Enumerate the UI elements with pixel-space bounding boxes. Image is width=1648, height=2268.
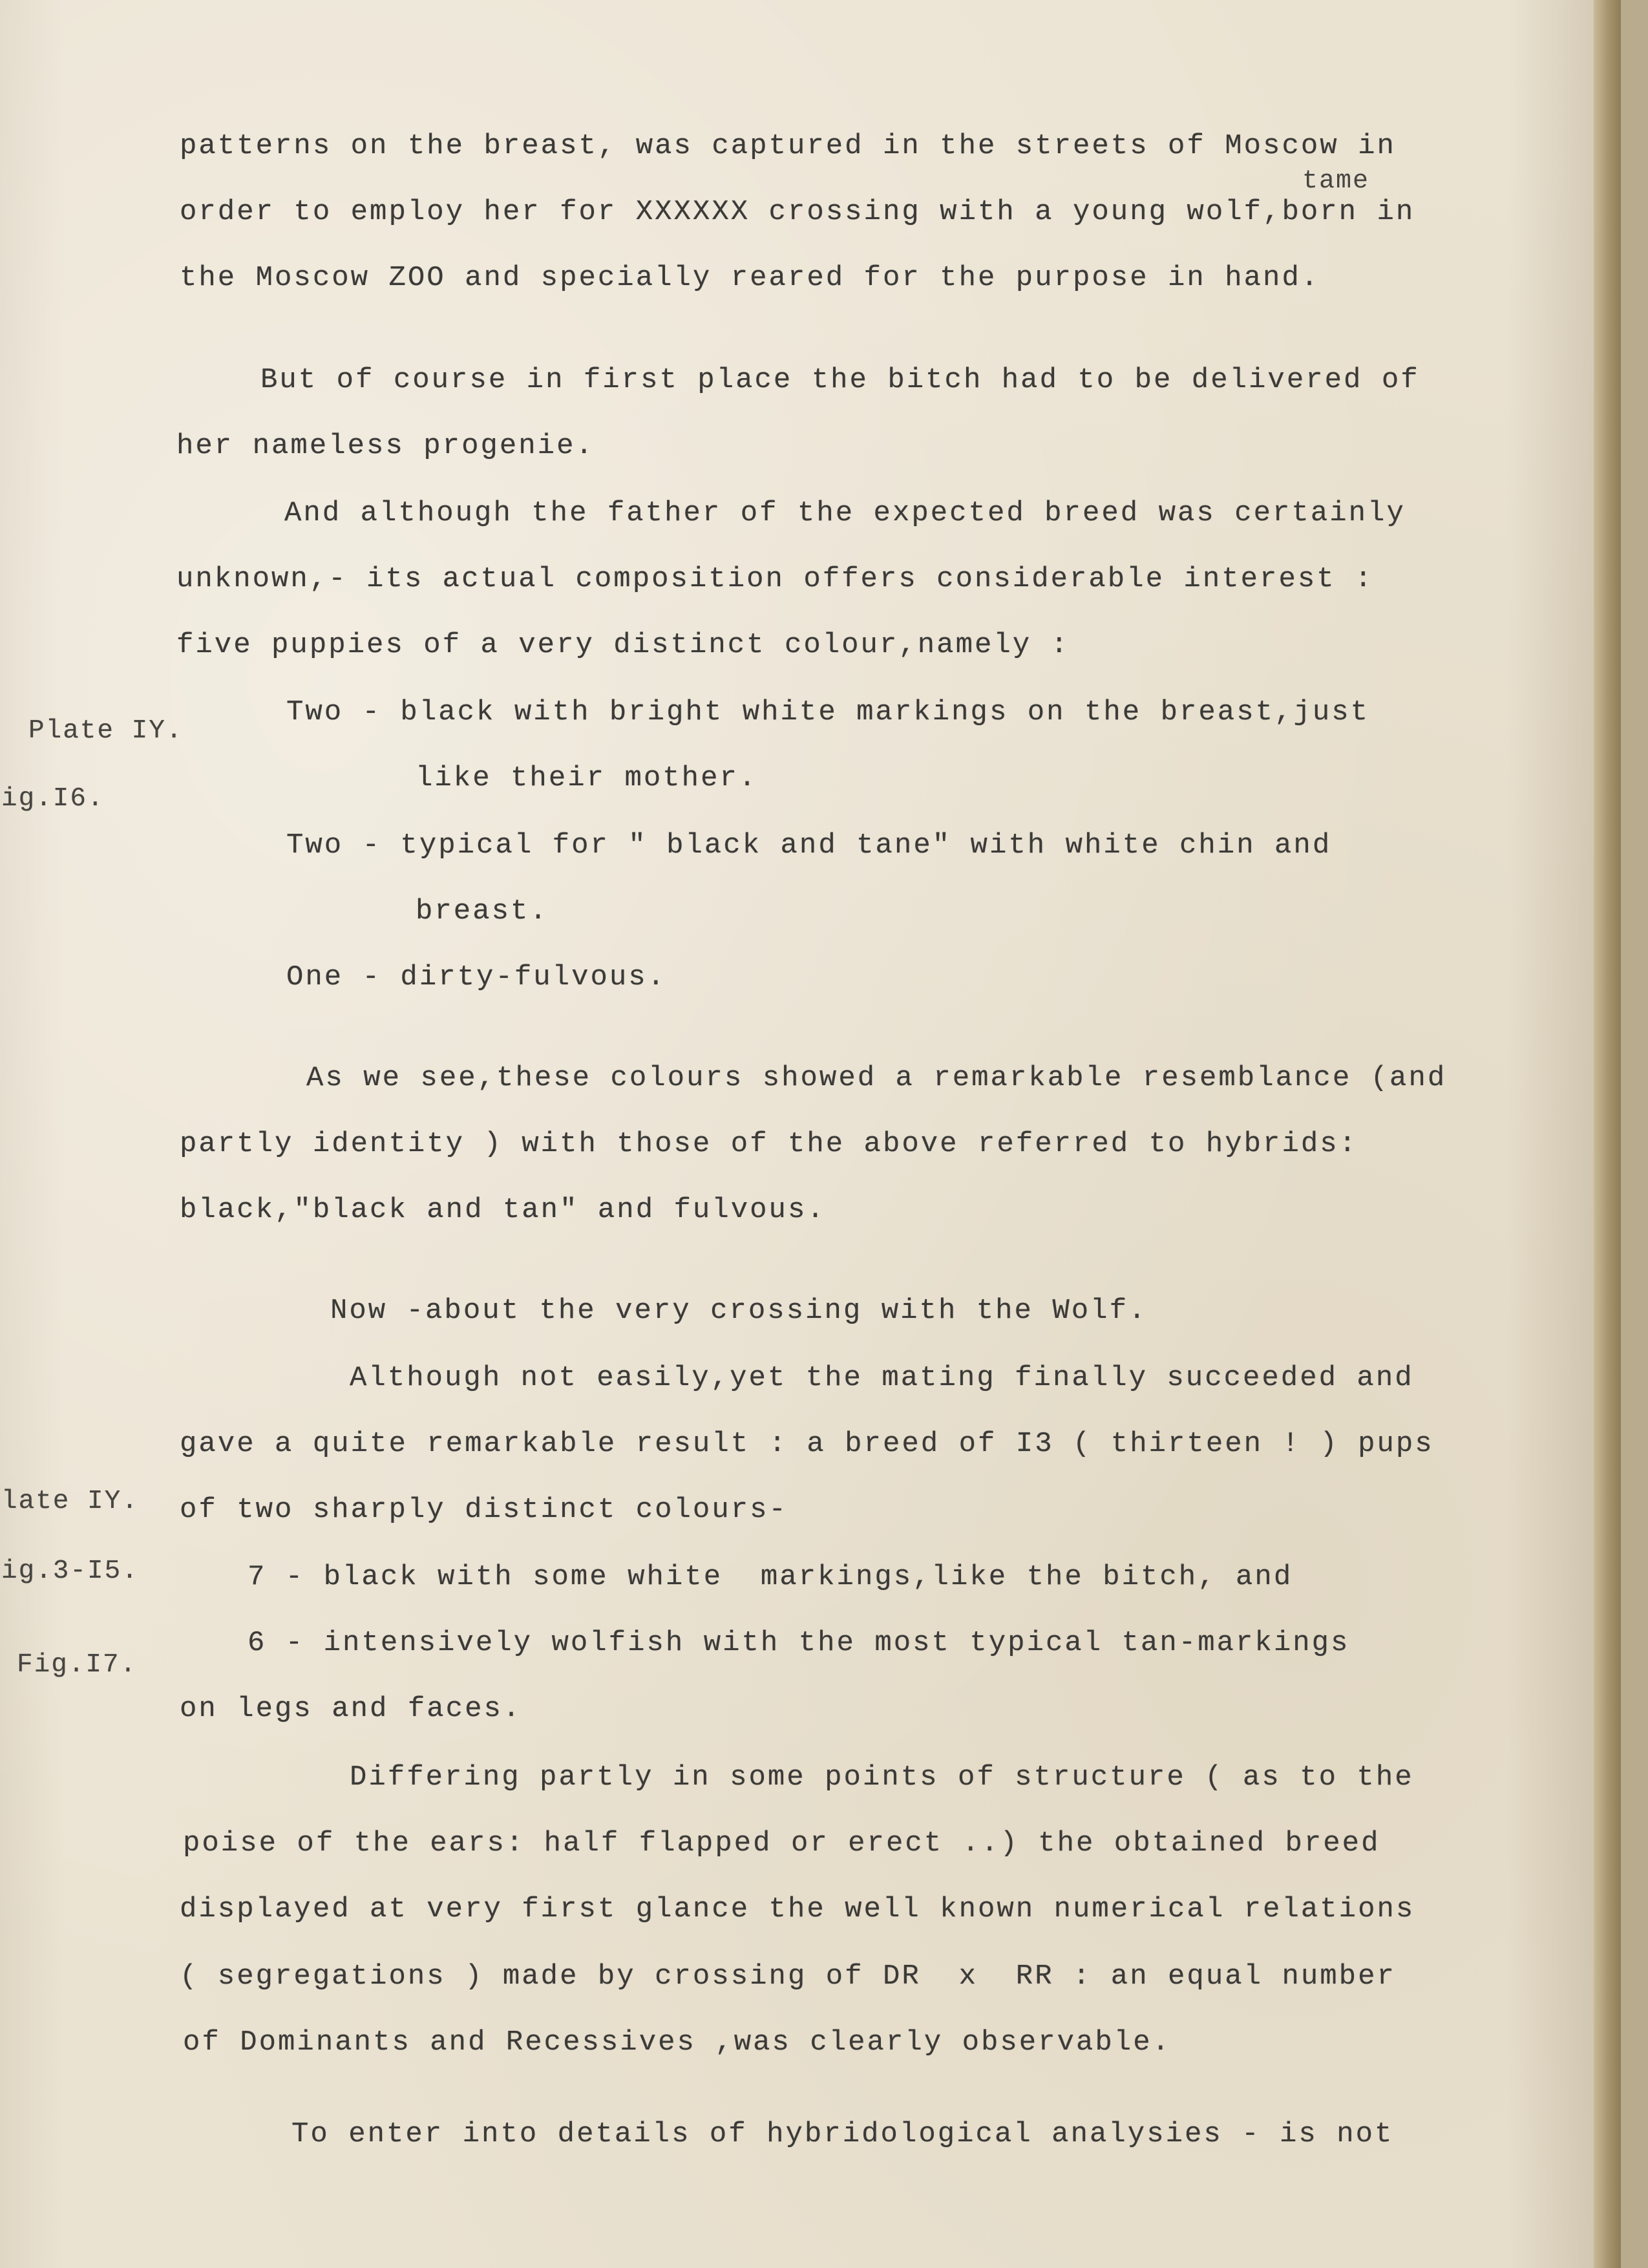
text-line: Now -about the very crossing with the Wolf. [330,1295,1148,1327]
text-line: on legs and faces. [180,1693,522,1725]
text-line: unknown,- its actual composition offers considerable interest : [176,563,1374,595]
text-line: To enter into details of hybridological analysies - is not [291,2118,1394,2150]
text-line: 7 - black with some white markings,like the bitch, and [248,1561,1293,1593]
text-line: ( segregations ) made by crossing of DR x RR : an equal number [180,1960,1396,1993]
text-line: poise of the ears: half flapped or erect ..) the obtained breed [183,1827,1380,1860]
text-line: Two - black with bright white markings on the breast,just [286,696,1370,728]
text-line: displayed at very first glance the well known numerical relations [180,1893,1415,1925]
text-line: 6 - intensively wolfish with the most typical tan-markings [248,1627,1350,1659]
interlinear-insertion: tame [1302,167,1370,196]
text-line: One - dirty-fulvous. [286,961,667,993]
text-line: black,"black and tan" and fulvous. [180,1194,826,1226]
text-line: patterns on the breast, was captured in the streets of Moscow in [180,130,1396,162]
text-line: the Moscow ZOO and specially reared for the purpose in hand. [180,262,1320,294]
text-line: partly identity ) with those of the above referred to hybrids: [180,1128,1358,1160]
text-line: And although the father of the expected breed was certainly [284,497,1406,529]
text-line: Although not easily,yet the mating finally succeeded and [350,1362,1414,1394]
margin-note-figure: Fig.I7. [17,1650,138,1680]
text-line: Two - typical for " black and tane" with white chin and [286,829,1332,862]
text-line: her nameless progenie. [176,430,595,462]
margin-note-figure: ig.3-I5. [1,1556,139,1586]
margin-note-plate: late IY. [1,1487,139,1516]
text-line: of two sharply distinct colours- [180,1494,788,1526]
page-edge-shadow [1594,0,1621,2268]
text-line: breast. [416,895,549,927]
text-line: five puppies of a very distinct colour,namely : [176,629,1070,661]
margin-note-plate: Plate IY. [28,716,184,746]
text-line: gave a quite remarkable result : a breed of I3 ( thirteen ! ) pups [180,1428,1434,1460]
text-line: Differing partly in some points of structure ( as to the [350,1761,1414,1794]
text-line: like their mother. [416,762,758,794]
margin-note-figure: ig.I6. [1,784,105,814]
text-line: But of course in first place the bitch had to be delivered of [260,364,1420,396]
text-line: order to employ her for XXXXXX crossing with a young wolf,born in [180,196,1415,228]
text-line: As we see,these colours showed a remarkable resemblance (and [306,1062,1447,1094]
text-line: of Dominants and Recessives ,was clearly observable. [183,2026,1172,2059]
